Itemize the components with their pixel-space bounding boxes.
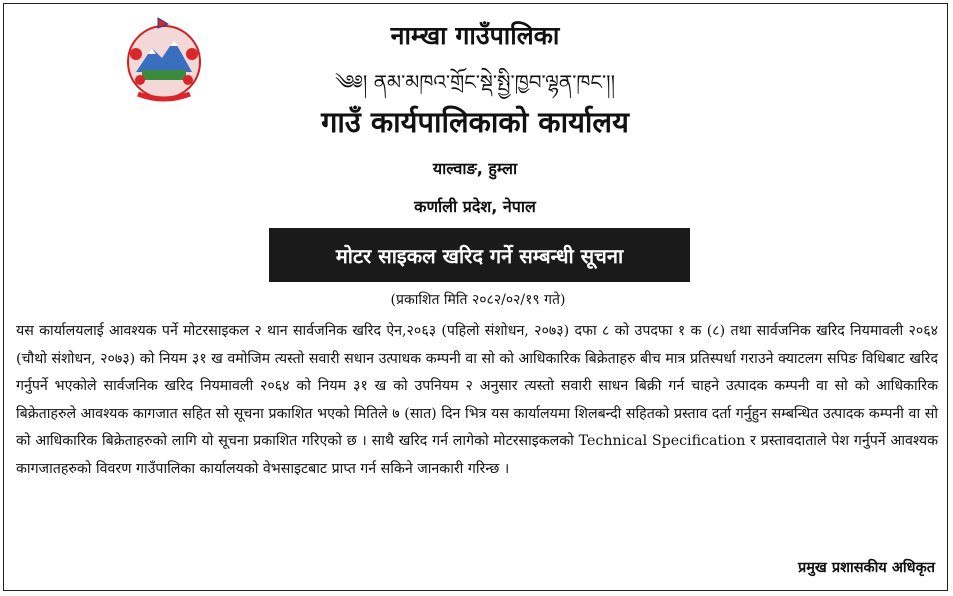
- published-date: (प्रकाशित मिति २०८२/०२/१९ गते): [390, 292, 566, 308]
- notice-title: मोटर साइकल खरिद गर्ने सम्बन्धी सूचना: [269, 228, 690, 282]
- org-name-tibetan: ༄༅། ནམ་མཁའ་གྲོང་སྡེ་སྤྱི་ཁྱབ་ལྷན་ཁང་།།: [334, 70, 616, 94]
- notice-body: यस कार्यालयलाई आवश्यक पर्ने मोटरसाइकल २ थान सार्वजनिक खरिद ऐन,२०६३ (पहिलो संशोधन, २०७३) दफा ८ को उपदफा १ क (८) तथा सार्वजनिक खरिद नियमावली २०६४ (चौथो संशोधन, २०७३) को नियम ३१ ख वमोजिम त्यस्तो सवारी सधान उत्पाधक कम्पनी वा सो को आधिकारिक बिक्रेताहरु बीच मात्र प्रतिस्पर्धा गराउने क्याटलग सपिङ विधिबाट खरिद गर्नुपर्ने भएकोले सार्वजनिक खरिद नियमावली २०६४ को नियम ३१ ख को उपनियम २ अनुसार त्यस्तो सवारी साधन बिक्री गर्न चाहने उत्पादक कम्पनी वा सो को आधिकारिक बिक्रेताहरुले आवश्यक कागजात सहित सो सूचना प्रकाशित भएको मितिले ७ (सात) दिन भित्र यस कार्यालयमा शिलबन्दी सहितको प्रस्ताव दर्ता गर्नुहुन सम्बन्धित उत्पादक कम्पनी वा सो को आधिकारिक बिक्रेताहरुको लागि यो सूचना प्रकाशित गरिएको छ । साथै खरिद गर्न लागेको मोटरसाइकलको Technical Specification र प्रस्तावदाताले पेश गर्नुपर्ने आवश्यक कागजातहरुको विवरण गाउँपालिका कार्यालयको वेभसाइटबाट प्राप्त गर्न सकिने जानकारी गरिन्छ ।: [16, 323, 939, 477]
- nepal-emblem-icon: [118, 14, 210, 104]
- office-name: गाउँ कार्यपालिकाको कार्यालय: [321, 105, 629, 139]
- province: कर्णाली प्रदेश, नेपाल: [414, 197, 536, 216]
- org-name: नाम्खा गाउँपालिका: [390, 21, 560, 50]
- signer-title: प्रमुख प्रशासकीय अधिकृत: [798, 560, 935, 576]
- location: याल्वाङ, हुम्ला: [432, 159, 518, 178]
